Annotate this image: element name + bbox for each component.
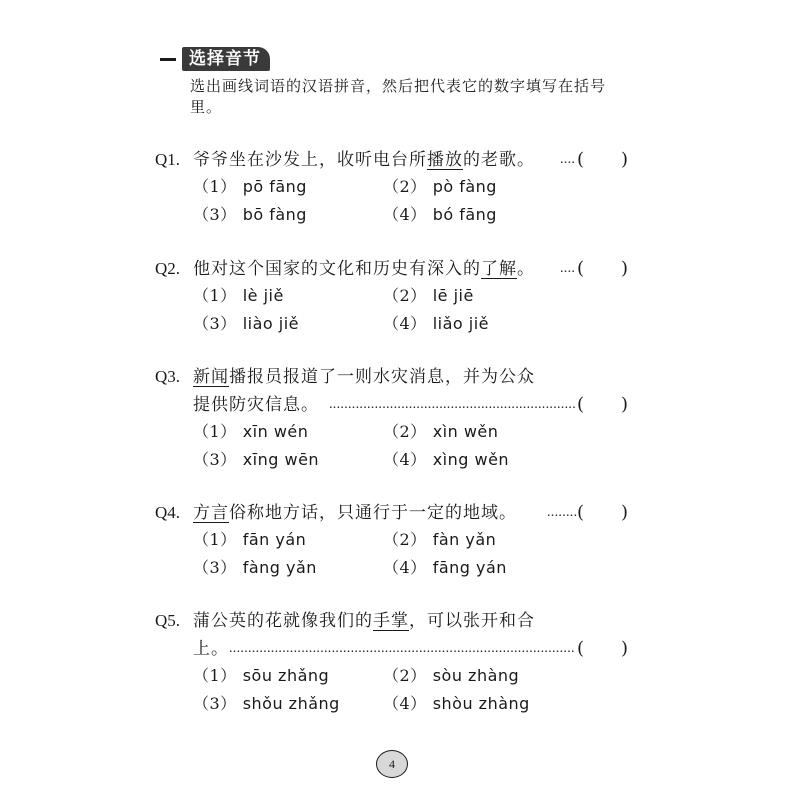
option-1[interactable]: （1） pō fāng [193,177,307,196]
underlined-word: 播放 [427,150,463,170]
question-line [155,255,635,283]
option-3[interactable]: （3） xīng wēn [193,450,320,469]
underlined-word: 手掌 [373,611,409,631]
page-number: 4 [376,750,408,778]
answer-bracket-close: ) [621,638,629,659]
question-number: Q1. [155,150,181,169]
option-4[interactable]: （4） liǎo jiě [383,314,489,333]
answer-leader-dots: ................................................................. [329,397,576,412]
option-3[interactable]: （3） bō fàng [193,205,307,224]
answer-leader-dots: ........ [547,505,578,520]
answer-bracket-open: ( [577,638,585,659]
answer-bracket-open: ( [577,502,585,523]
option-3[interactable]: （3） fàng yǎn [193,558,317,577]
question-number: Q3. [155,367,181,386]
option-2[interactable]: （2） sòu zhàng [383,666,520,685]
question-text: 蒲公英的花就像我们的手掌，可以张开和合 [193,611,535,631]
option-3[interactable]: （3） liào jiě [193,314,299,333]
underlined-word: 新闻 [193,367,229,387]
answer-bracket-open: ( [577,149,585,170]
question-text: 新闻播报员报道了一则水灾消息，并为公众 [193,367,535,387]
section-header [160,47,270,71]
question-1 [155,146,635,224]
answer-bracket-close: ) [621,502,629,523]
option-1[interactable]: （1） sōu zhǎng [193,666,330,685]
question-number: Q2. [155,259,181,278]
question-5 [155,607,635,713]
option-4[interactable]: （4） fāng yán [383,558,507,577]
question-4 [155,499,635,577]
answer-bracket-open: ( [577,394,585,415]
underlined-word: 方言 [193,503,229,523]
question-text: 他对这个国家的文化和历史有深入的了解。 [193,259,535,279]
question-text-continued: 提供防灾信息。 [193,395,319,415]
question-text-continued: 上。 [193,639,229,659]
answer-bracket-close: ) [621,149,629,170]
instruction-text: 选出画线词语的汉语拼音，然后把代表它的数字填写在括号里。 [190,77,607,116]
option-2[interactable]: （2） fàn yǎn [383,530,497,549]
option-4[interactable]: （4） bó fāng [383,205,497,224]
answer-leader-dots: .... [560,261,576,276]
answer-bracket-open: ( [577,258,585,279]
option-4[interactable]: （4） xìng wěn [383,450,510,469]
question-text: 方言俗称地方话，只通行于一定的地域。 [193,503,517,523]
question-line-2 [155,391,635,419]
option-4[interactable]: （4） shòu zhàng [383,694,530,713]
section-dash [160,58,176,61]
answer-bracket-close: ) [621,258,629,279]
option-2[interactable]: （2） pò fàng [383,177,497,196]
question-line [155,607,635,635]
question-3 [155,363,635,469]
question-2 [155,255,635,333]
question-text: 爷爷坐在沙发上，收听电台所播放的老歌。 [193,150,535,170]
option-2[interactable]: （2） xìn wěn [383,422,499,441]
answer-bracket-close: ) [621,394,629,415]
underlined-word: 了解 [481,259,517,279]
option-1[interactable]: （1） xīn wén [193,422,309,441]
option-3[interactable]: （3） shǒu zhǎng [193,694,340,713]
question-number: Q4. [155,503,181,522]
question-line [155,146,635,174]
question-line-2 [155,635,635,663]
question-line [155,363,635,391]
answer-leader-dots: .... [560,152,576,167]
section-title: 选择音节 [182,47,270,71]
option-1[interactable]: （1） fān yán [193,530,307,549]
option-2[interactable]: （2） lē jiē [383,286,474,305]
question-number: Q5. [155,611,181,630]
option-1[interactable]: （1） lè jiě [193,286,284,305]
answer-leader-dots: ........................................................................................... [229,641,575,656]
question-line [155,499,635,527]
